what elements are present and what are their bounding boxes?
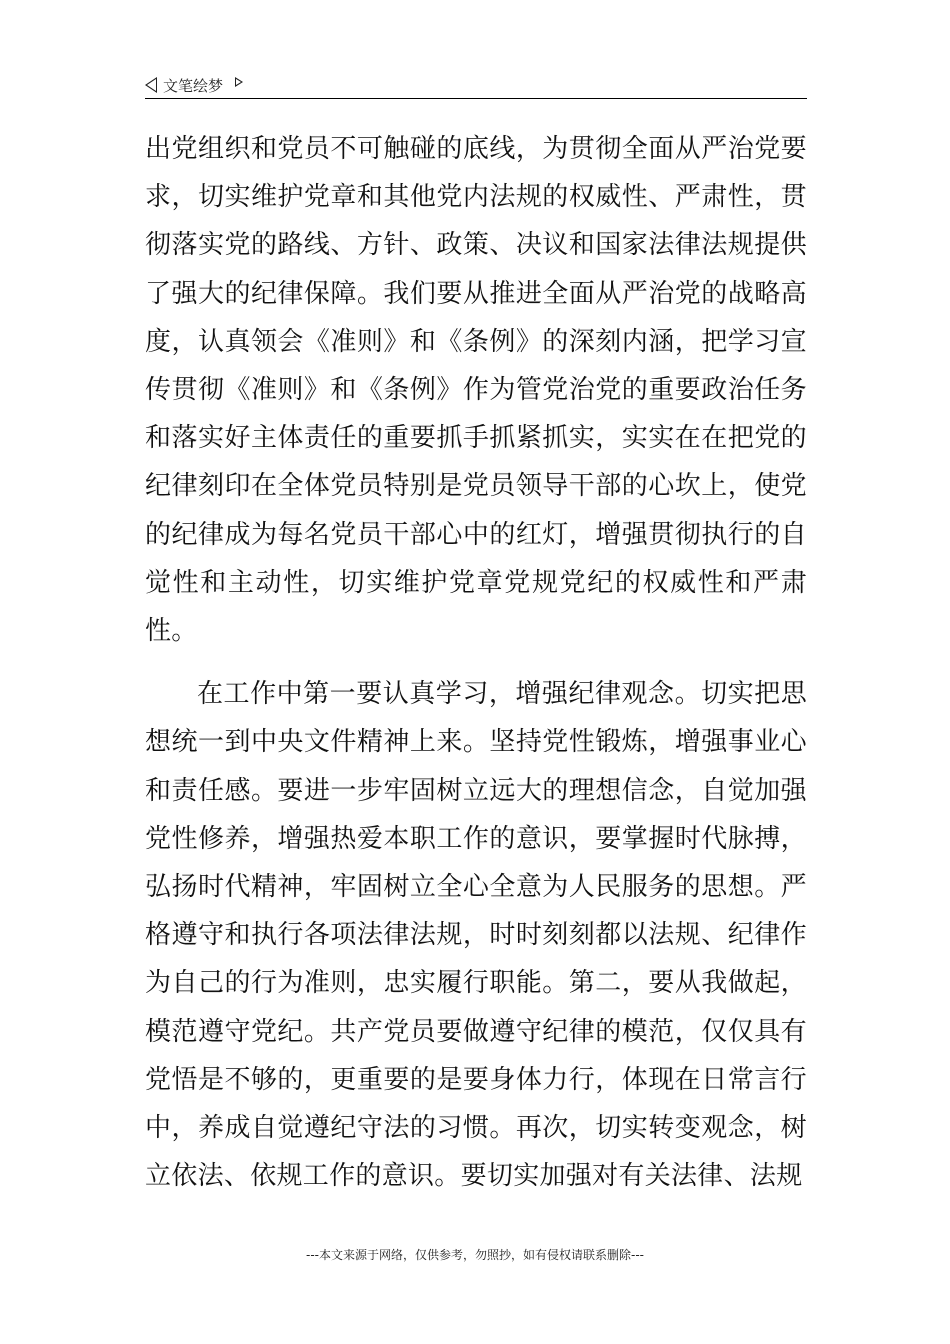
document-body [145, 125, 807, 1200]
page-header [145, 72, 807, 99]
footer-notice: ---本文来源于网络，仅供参考，勿照抄，如有侵权请联系删除--- [306, 1248, 644, 1262]
header-title: 文笔绘梦 [163, 76, 224, 95]
triangle-right-icon [235, 77, 243, 87]
triangle-left-icon [145, 77, 157, 93]
paragraph-2: 在工作中第一要认真学习，增强纪律观念。切实把思想统一到中央文件精神上来。坚持党性锻炼，增强事业心和责任感。要进一步牢固树立远大的理想信念，自觉加强党性修养，增强热爱本职工作的意识，要掌握时代脉搏，弘扬时代精神，牢固树立全心全意为人民服务的思想。严格遵守和执行各项法律法规，时时刻刻都以法规、纪律作为自己的行为准则，忠实履行职能。第二，要从我做起，模范遵守党纪。共产党员要做遵守纪律的模范，仅仅具有党悟是不够的，更重要的是要身体力行，体现在日常言行中，养成自觉遵纪守法的习惯。再次，切实转变观念，树立依法、依规工作的意识。要切实加强对有关法律、法规 [145, 679, 807, 1192]
paragraph-1: 出党组织和党员不可触碰的底线，为贯彻全面从严治党要求，切实维护党章和其他党内法规的权威性、严肃性，贯彻落实党的路线、方针、政策、决议和国家法律法规提供了强大的纪律保障。我们要从推进全面从严治党的战略高度，认真领会《准则》和《条例》的深刻内涵，把学习宣传贯彻《准则》和《条例》作为管党治党的重要政治任务和落实好主体责任的重要抓手抓紧抓实，实实在在把党的纪律刻印在全体党员特别是党员领导干部的心坎上，使党的纪律成为每名党员干部心中的红灯，增强贯彻执行的自觉性和主动性，切实维护党章党规党纪的权威性和严肃性。 [145, 134, 807, 647]
